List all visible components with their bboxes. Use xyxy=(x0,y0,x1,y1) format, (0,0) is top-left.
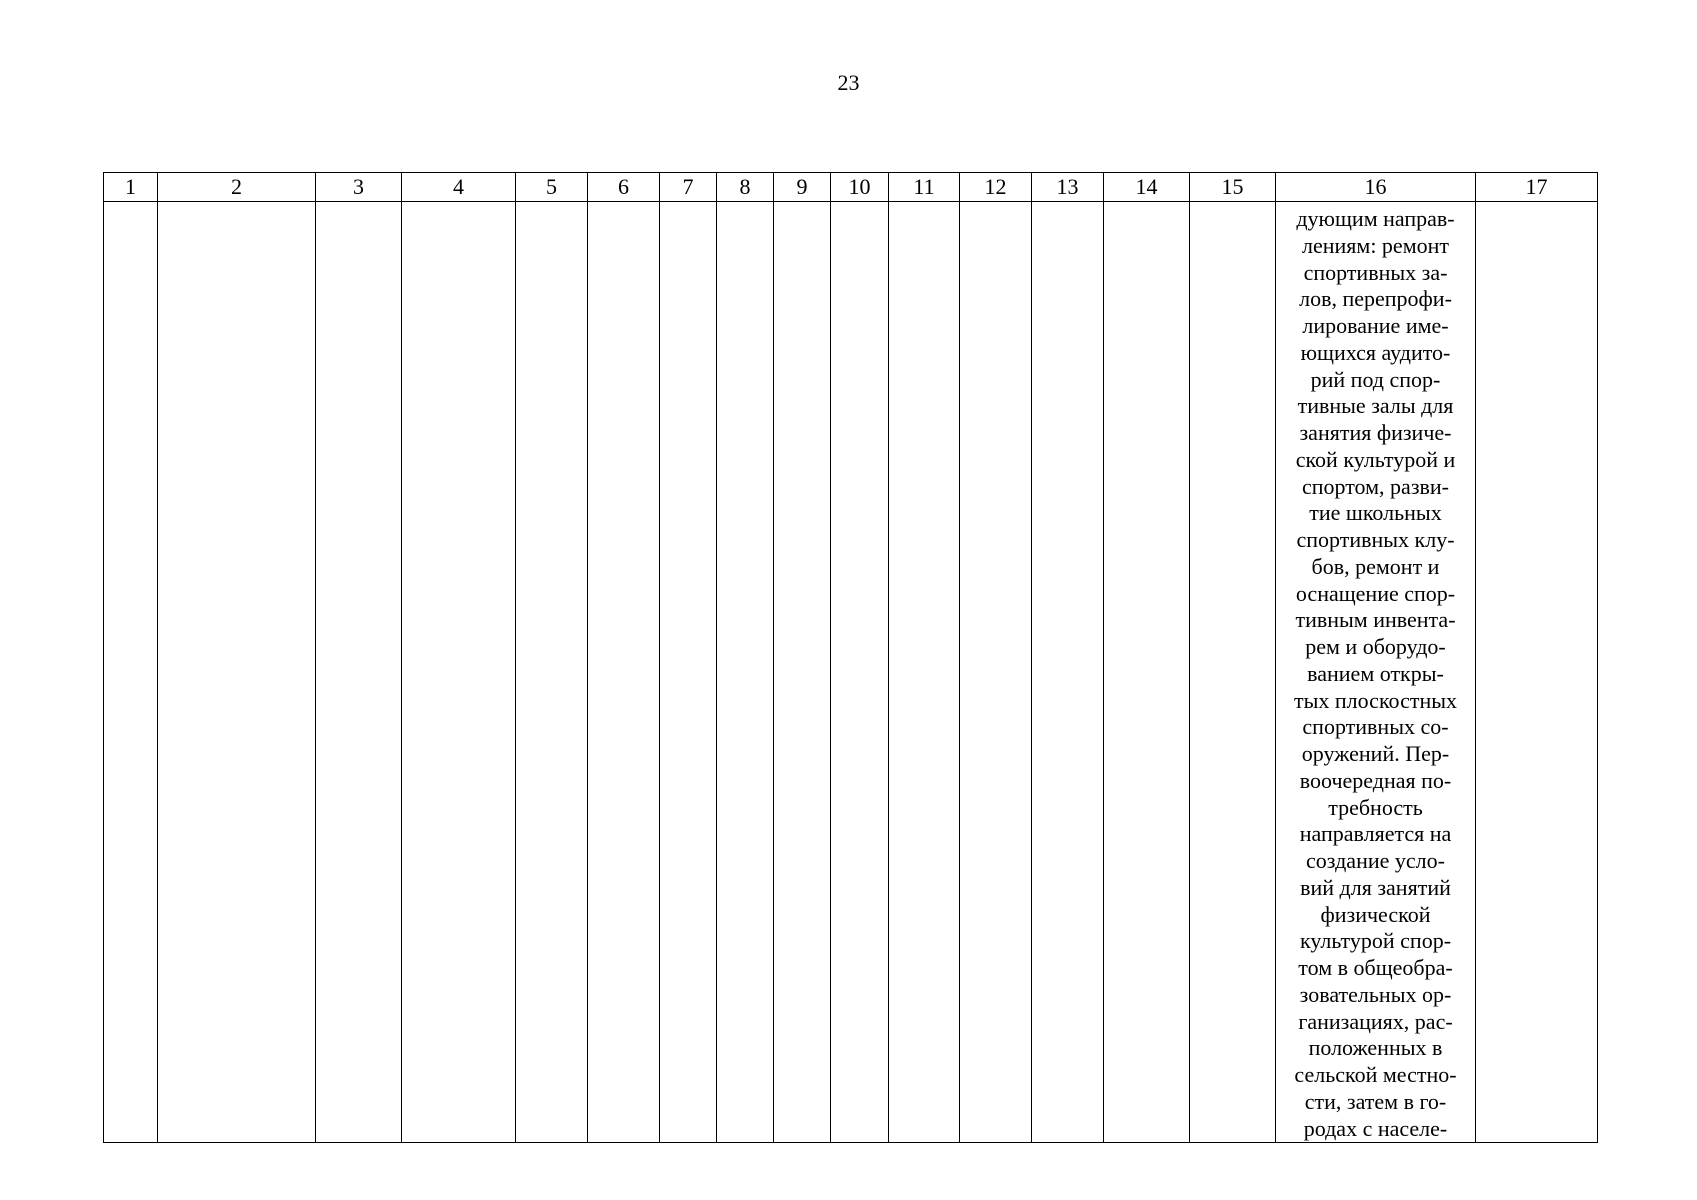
table-cell xyxy=(960,202,1032,1143)
column-header-12: 12 xyxy=(960,173,1032,202)
table-cell xyxy=(831,202,889,1143)
text-line: спортивных со- xyxy=(1302,714,1449,740)
table-cell xyxy=(660,202,717,1143)
text-line: создание усло- xyxy=(1306,848,1445,873)
page-number: 23 xyxy=(837,70,860,95)
text-line: ющихся аудито- xyxy=(1300,339,1451,365)
column-header-2: 2 xyxy=(158,173,316,202)
text-line: физической xyxy=(1320,901,1431,927)
text-line: тивным инвента- xyxy=(1295,607,1456,633)
column-header-16: 16 xyxy=(1276,173,1476,202)
text-line: лирование име- xyxy=(1302,313,1449,338)
column-header-10: 10 xyxy=(831,173,889,202)
text-line: занятия физиче- xyxy=(1299,420,1452,445)
header-row xyxy=(104,173,1598,202)
text-line: спортивных за- xyxy=(1303,259,1448,285)
text-line: культурой спор- xyxy=(1299,928,1452,954)
column-16-text-cell xyxy=(1276,202,1476,1143)
text-line: лов, перепрофи- xyxy=(1299,286,1452,312)
text-line: тивные залы для xyxy=(1297,393,1454,419)
column-header-8: 8 xyxy=(717,173,774,202)
text-line: оружений. Пер- xyxy=(1301,741,1450,766)
table-cell xyxy=(1190,202,1276,1143)
column-header-4: 4 xyxy=(402,173,516,202)
text-line: тие школьных xyxy=(1309,500,1442,526)
table-row xyxy=(104,202,1598,1143)
text-line: ской культурой и xyxy=(1295,446,1456,472)
text-line: сти, затем в го- xyxy=(1304,1088,1447,1114)
text-line: бов, ремонт и xyxy=(1311,553,1440,579)
text-line: спортом, разви- xyxy=(1301,473,1450,499)
table-cell xyxy=(774,202,831,1143)
table-cell xyxy=(402,202,516,1143)
column-header-17: 17 xyxy=(1476,173,1598,202)
text-line: требность xyxy=(1328,794,1423,820)
table-cell xyxy=(1104,202,1190,1143)
text-line: рий под спор- xyxy=(1310,366,1441,392)
text-line: зовательных ор- xyxy=(1299,981,1452,1007)
table-cell xyxy=(588,202,660,1143)
table-cell xyxy=(1032,202,1104,1143)
text-line: воочередная по- xyxy=(1299,767,1452,793)
text-line: лениям: ремонт xyxy=(1301,232,1450,258)
table-cell xyxy=(158,202,316,1143)
column-header-14: 14 xyxy=(1104,173,1190,202)
text-line: оснащение спор- xyxy=(1295,580,1456,606)
text-line: спортивных клу- xyxy=(1296,527,1455,552)
text-line: вий для занятий xyxy=(1300,874,1451,900)
text-line: сельской местно- xyxy=(1294,1062,1457,1087)
text-line: том в общеобра- xyxy=(1298,955,1453,980)
text-line: тых плоскостных xyxy=(1293,687,1457,713)
column-header-1: 1 xyxy=(104,173,158,202)
data-table xyxy=(103,172,1598,1143)
text-line: ганизациях, рас- xyxy=(1298,1008,1453,1034)
text-line: рем и оборудо- xyxy=(1305,634,1446,659)
column-header-3: 3 xyxy=(316,173,402,202)
column-header-7: 7 xyxy=(660,173,717,202)
table-cell xyxy=(1476,202,1598,1143)
column-header-11: 11 xyxy=(889,173,960,202)
text-line: дующим направ- xyxy=(1296,206,1455,231)
column-header-6: 6 xyxy=(588,173,660,202)
column-header-13: 13 xyxy=(1032,173,1104,202)
text-line: положенных в xyxy=(1308,1035,1443,1061)
table-cell xyxy=(104,202,158,1143)
table-cell xyxy=(889,202,960,1143)
column-header-9: 9 xyxy=(774,173,831,202)
column-header-15: 15 xyxy=(1190,173,1276,202)
table-cell xyxy=(316,202,402,1143)
table-cell xyxy=(717,202,774,1143)
text-line: направляется на xyxy=(1299,821,1452,847)
text-line: ванием откры- xyxy=(1307,660,1444,686)
text-line: родах с населе- xyxy=(1303,1115,1448,1141)
table-cell xyxy=(516,202,588,1143)
column-header-5: 5 xyxy=(516,173,588,202)
